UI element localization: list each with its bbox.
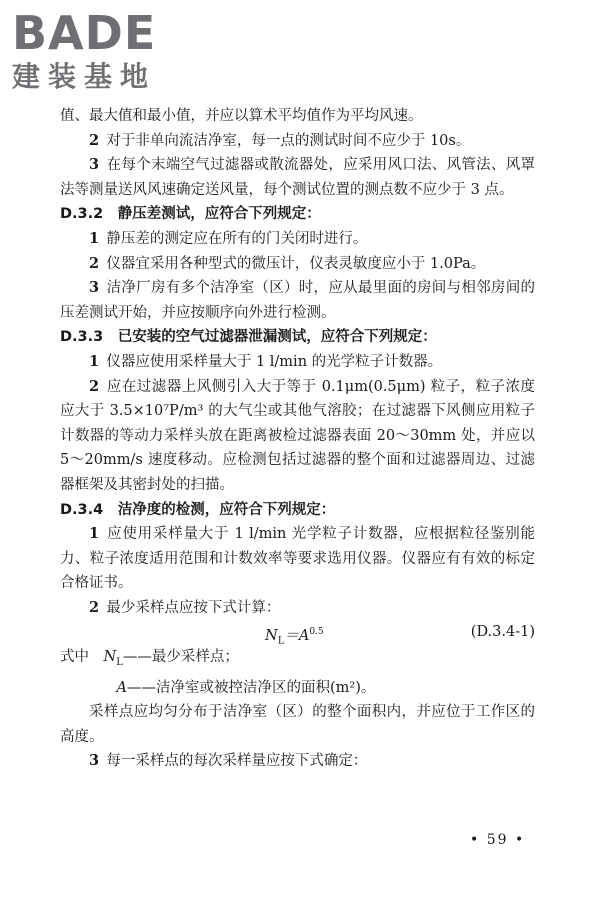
paragraph: 3 在每个末端空气过滤器或散流器处，应采用风口法、风管法、风罩法等测量送风风速确定送风量，每个测试位置的测点数不应少于 3 点。 <box>60 156 535 198</box>
definition: 式中 $N_L——$最少采样点； <box>60 649 239 668</box>
document-body <box>60 104 535 774</box>
paragraph: 2 最少采样点应按下式计算： <box>89 598 281 616</box>
paragraph: 2 仪器宜采用各种型式的微压计，仪表灵敏度应小于 1.0Pa。 <box>89 254 486 272</box>
clause-heading: D.3.4 洁净度的检测，应符合下列规定： <box>60 501 336 518</box>
formula-number: (D.3.4-1) <box>470 624 535 641</box>
clause-heading: D.3.2 静压差测试，应符合下列规定： <box>60 206 321 223</box>
page-number: • 59 • <box>470 832 526 848</box>
formula <box>60 620 535 648</box>
paragraph: 采样点应均匀分布于洁净室（区）的整个面积内，并应位于工作区的高度。 <box>60 704 535 745</box>
logo-subtitle: 建装基地 <box>12 60 157 93</box>
definition: A——洁净室或被控洁净区的面积(m²)。 <box>116 679 376 696</box>
clause-heading: D.3.3 已安装的空气过滤器泄漏测试，应符合下列规定： <box>60 329 437 346</box>
paragraph: 1 仪器应使用采样量大于 1 l/min 的光学粒子计数器。 <box>89 352 443 370</box>
paragraph: 2 对于非单向流洁净室，每一点的测试时间不应少于 10s。 <box>89 131 471 149</box>
paragraph: 1 应使用采样量大于 1 l/min 光学粒子计数器，应根据粒径鉴别能力、粒子浓度适用范围和计数效率等要求选用仪器。仪器应有有效的标定合格证书。 <box>60 525 535 592</box>
paragraph: 1 静压差的测定应在所有的门关闭时进行。 <box>89 229 368 247</box>
paragraph: 值、最大值和最小值，并应以算术平均值作为平均风速。 <box>60 108 423 124</box>
paragraph: 3 每一采样点的每次采样量应按下式确定： <box>89 752 368 770</box>
paragraph: 2 应在过滤器上风侧引入大于等于 0.1μm(0.5μm) 粒子，粒子浓度应大于 3.5×10⁷P/m³ 的大气尘或其他气溶胶；在过滤器下风侧应用粒子计数器的等动力采样头放在距离被检过滤器表面 20～30mm 处，并应以 5～20mm/s 速度移动。应检测包括过滤器的整个面和过滤器周边、过滤器框架及其密封处的扫描。 <box>60 377 535 493</box>
paragraph: 3 洁净厂房有多个洁净室（区）时，应从最里面的房间与相邻房间的压差测试开始，并应按顺序向外进行检测。 <box>60 279 535 321</box>
logo-brand: BADE <box>12 6 157 60</box>
bade-logo <box>12 8 182 94</box>
formula-expression: $N_L=A^{0.5}$ <box>265 627 324 648</box>
